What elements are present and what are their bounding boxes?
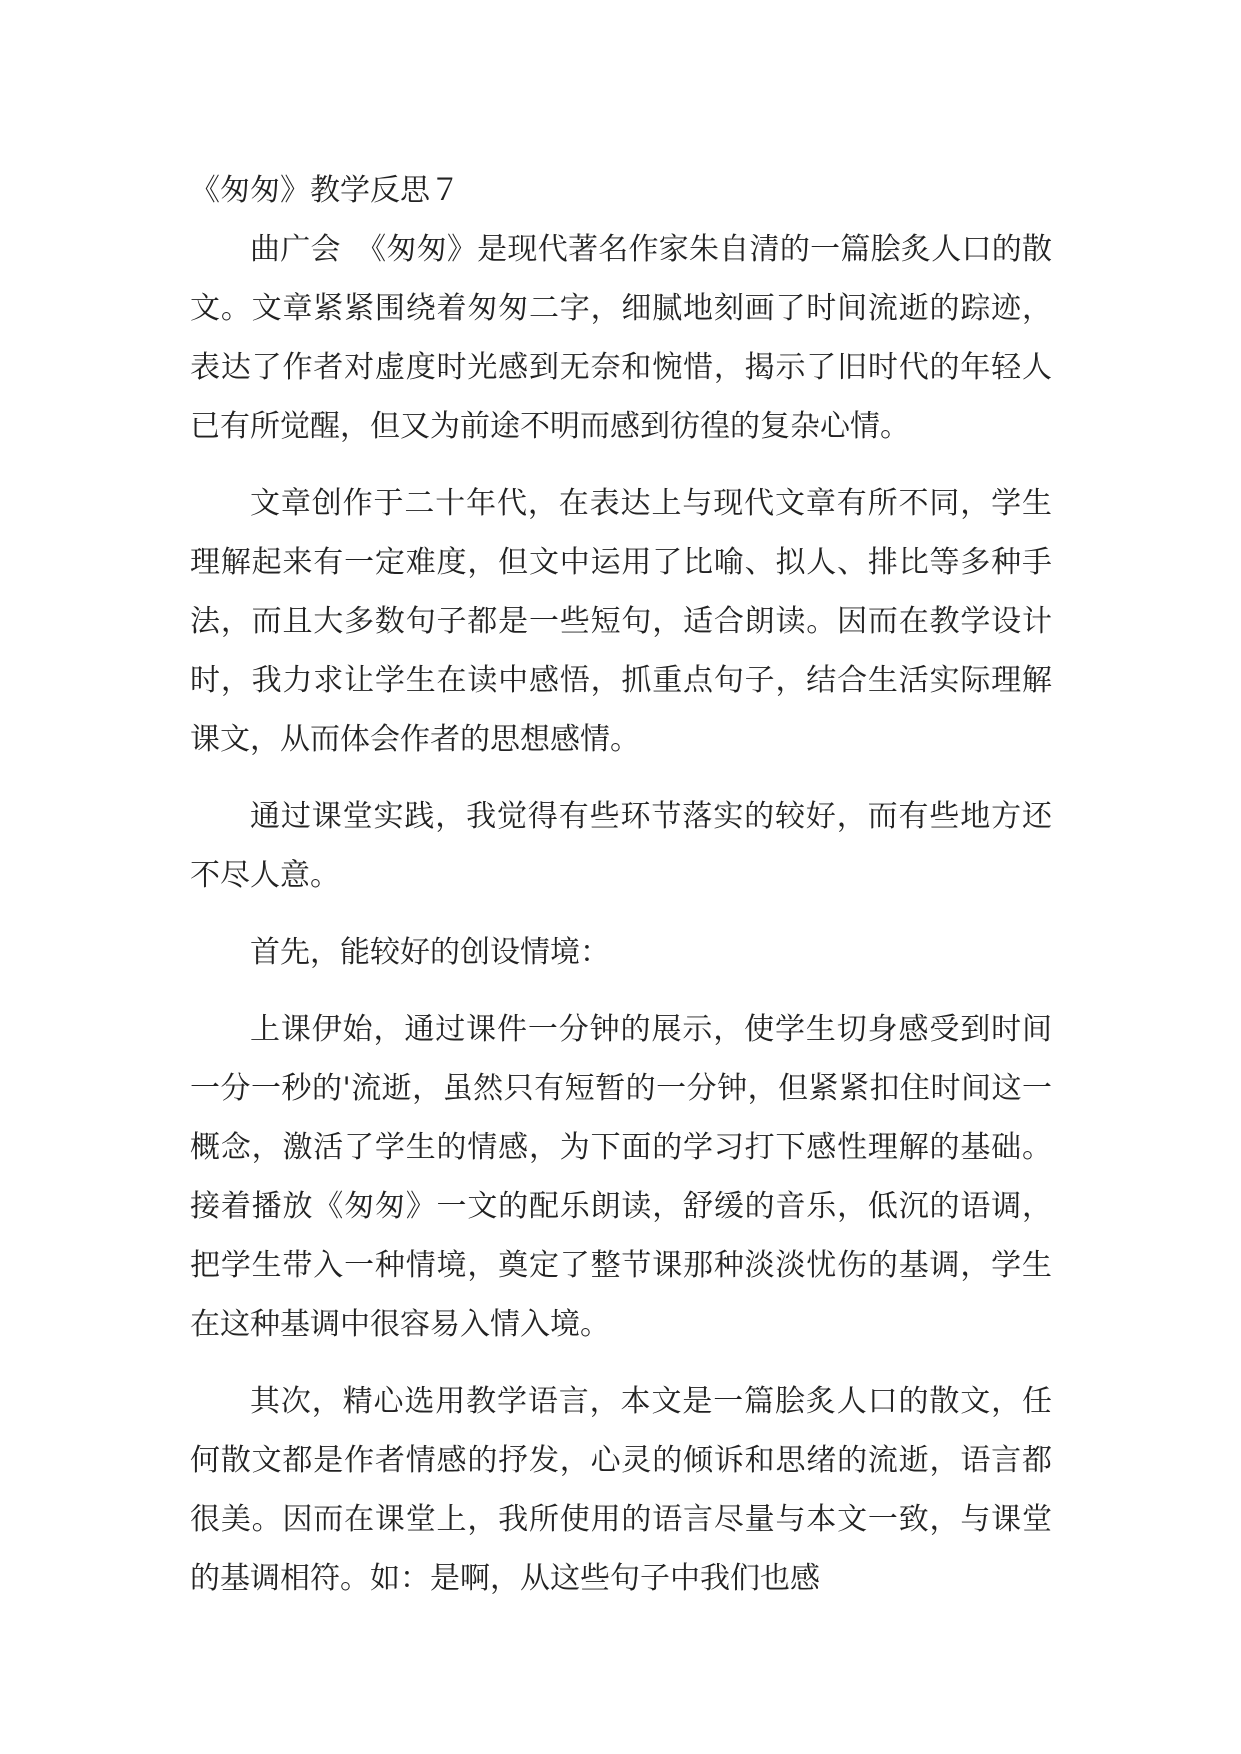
paragraph: 通过课堂实践，我觉得有些环节落实的较好，而有些地方还不尽人意。 — [190, 799, 1052, 893]
paragraph: 其次，精心选用教学语言，本文是一篇脍炙人口的散文，任何散文都是作者情感的抒发，心灵的倾诉和思绪的流逝，语言都很美。因而在课堂上，我所使用的语言尽量与本文一致，与课堂的基调相符。如：是啊，从这些句子中我们也感 — [190, 1384, 1052, 1596]
paragraph: 文章创作于二十年代，在表达上与现代文章有所不同，学生理解起来有一定难度，但文中运用了比喻、拟人、排比等多种手法，而且大多数句子都是一些短句，适合朗读。因而在教学设计时，我力求让学生在读中感悟，抓重点句子，结合生活实际理解课文，从而体会作者的思想感情。 — [190, 486, 1052, 757]
paragraph: 曲广会 《匆匆》是现代著名作家朱自清的一篇脍炙人口的散文。文章紧紧围绕着匆匆二字，细腻地刻画了时间流逝的踪迹，表达了作者对虚度时光感到无奈和惋惜，揭示了旧时代的年轻人已有所觉醒，但又为前途不明而感到彷徨的复杂心情。 — [190, 232, 1052, 444]
paragraph: 首先，能较好的创设情境： — [250, 935, 610, 970]
paragraph: 上课伊始，通过课件一分钟的展示，使学生切身感受到时间一分一秒的'流逝，虽然只有短暂的一分钟，但紧紧扣住时间这一概念，激活了学生的情感，为下面的学习打下感性理解的基础。接着播放《匆匆》一文的配乐朗读，舒缓的音乐，低沉的语调，把学生带入一种情境，奠定了整节课那种淡淡忧伤的基调，学生在这种基调中很容易入情入境。 — [190, 1012, 1052, 1342]
document-body — [190, 162, 1052, 1626]
document-title: 《匆匆》教学反思７ — [190, 173, 460, 208]
